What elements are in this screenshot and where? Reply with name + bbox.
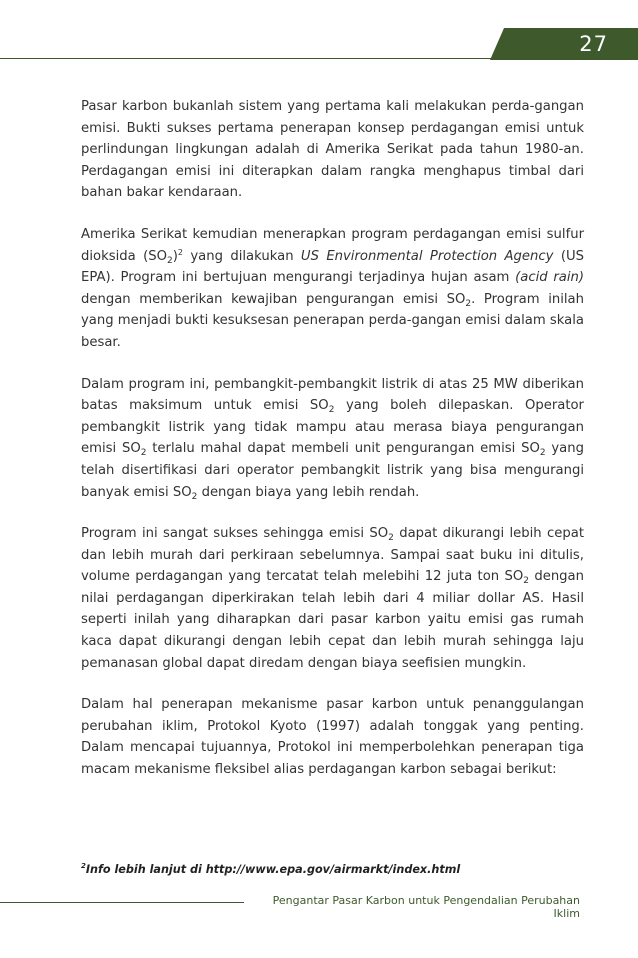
footnote-mark: 2 xyxy=(81,862,86,870)
text-run: ) xyxy=(172,248,178,264)
italic-text: (acid rain) xyxy=(515,270,585,286)
paragraph-4 xyxy=(81,523,584,674)
page-number-tab xyxy=(490,28,638,60)
paragraph-5: Dalam hal penerapan mekanisme pasar karbon untuk penanggulangan perubahan iklim, Protokol Kyoto (1997) adalah tonggak yang penting. Dalam mencapai tujuannya, Protokol ini memperbolehkan penerapan tiga macam mekanisme fleksibel alias perdagangan karbon sebagai berikut: xyxy=(81,697,584,778)
text-run: (US EPA). Program ini bertujuan mengurangi terjadinya hujan asam xyxy=(81,248,584,286)
text-run: terlalu mahal dapat membeli unit pengurangan emisi SO xyxy=(146,441,540,457)
subscript: 2 xyxy=(140,448,147,459)
paragraph-2 xyxy=(81,224,584,354)
footer-book-title: Pengantar Pasar Karbon untuk Pengendalian Perubahan Iklim xyxy=(272,894,580,920)
subscript: 2 xyxy=(328,405,335,416)
footer-rule xyxy=(0,902,244,903)
subscript: 2 xyxy=(465,298,472,309)
footnote-text: Info lebih lanjut di http://www.epa.gov/airmarkt/index.html xyxy=(85,863,461,876)
text-run: dengan memberikan kewajiban pengurangan emisi SO xyxy=(81,291,466,307)
text-run: Amerika Serikat kemudian menerapkan program perdagangan emisi sulfur dioksida (SO xyxy=(81,226,584,264)
paragraph-1: Pasar karbon bukanlah sistem yang pertama kali melakukan perda-gangan emisi. Bukti sukses pertama penerapan konsep perdagangan emisi untuk perlindungan lingkungan adalah di Amerika Serikat pada tahun 1980-an. Perdagangan emisi ini diterapkan dalam rangka menghapus timbal dari bahan bakar kendaraan. xyxy=(81,99,584,201)
italic-text: US Environmental Protection Agency xyxy=(300,248,554,264)
subscript: 2 xyxy=(539,448,546,459)
text-run: dengan nilai perdagangan diperkirakan telah lebih dari 4 miliar dollar AS. Hasil seperti inilah yang diharapkan dari pasar karbon yaitu emisi gas rumah kaca dapat dikurangi dengan lebih cepat dan lebih murah sehingga laju pemanasan global dapat diredam dengan biaya seefisien mungkin. xyxy=(81,569,584,671)
header-rule xyxy=(0,58,495,59)
text-run: . Program inilah yang menjadi bukti kesuksesan penerapan perda-gangan emisi dalam skala besar. xyxy=(81,291,584,350)
subscript: 2 xyxy=(523,576,529,587)
subscript: 2 xyxy=(167,255,173,266)
text-run: Program ini sangat sukses sehingga emisi SO xyxy=(81,526,389,542)
text-run: dengan biaya yang lebih rendah. xyxy=(197,484,420,500)
text-run: yang boleh dilepaskan. Operator pembangkit listrik yang tidak mampu atau merasa biaya pengurangan emisi SO xyxy=(81,398,584,457)
page-number: 27 xyxy=(579,32,608,56)
footnote-ref: 2 xyxy=(177,247,183,257)
text-run: yang telah disertifikasi dari operator pembangkit listrik yang bisa mengurangi banyak emisi SO xyxy=(81,441,584,500)
body-text xyxy=(81,96,584,801)
subscript: 2 xyxy=(191,491,198,502)
text-run: Dalam program ini, pembangkit-pembangkit listrik di atas 25 MW diberikan batas maksimum untuk emisi SO xyxy=(81,376,584,414)
footnote xyxy=(81,863,460,876)
text-run: yang dilakukan xyxy=(182,248,301,264)
text-run: dapat dikurangi lebih cepat dan lebih murah dari perkiraan sebelumnya. Sampai saat buku ini ditulis, volume perdagangan yang tercatat telah melebihi 12 juta ton SO xyxy=(81,526,584,585)
paragraph-3 xyxy=(81,374,584,504)
subscript: 2 xyxy=(388,533,394,544)
